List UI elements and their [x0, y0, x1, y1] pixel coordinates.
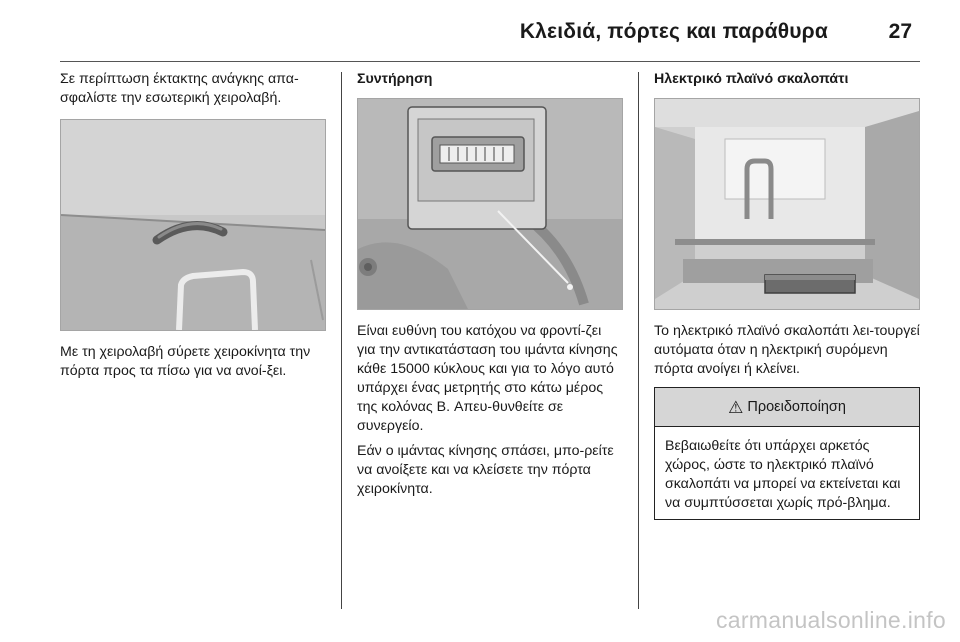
column-emergency [60, 70, 326, 387]
column-maintenance [357, 70, 623, 505]
column-side-step [654, 70, 920, 520]
chapter-title: Κλειδιά, πόρτες και παράθυρα [519, 20, 828, 43]
watermark: carmanualsonline.info [715, 607, 946, 633]
column-divider-2 [638, 72, 639, 609]
warning-box [654, 387, 920, 520]
warning-triangle-icon: ⚠ [728, 397, 744, 417]
side-step-heading: Ηλεκτρικό πλαϊνό σκαλοπάτι [654, 71, 849, 87]
manual-open-text: Με τη χειρολαβή σύρετε χειροκίνητα την πόρτα προς τα πίσω για να ανοί-ξει. [60, 344, 311, 379]
column-divider-1 [341, 72, 342, 609]
page-number: 27 [888, 20, 912, 43]
page-header [60, 14, 920, 62]
side-step-image [654, 98, 920, 310]
side-step-text: Το ηλεκτρικό πλαϊνό σκαλοπάτι λει-τουργεί αυτόματα όταν η ηλεκτρική συρόμενη πόρτα ανοίγει ή κλείνει. [654, 323, 920, 377]
warning-title: Προειδοποίηση [747, 398, 846, 415]
warning-text: Βεβαιωθείτε ότι υπάρχει αρκετός χώρος, ώστε το ηλεκτρικό πλαϊνό σκαλοπάτι να μπορεί να εκτείνεται και να συμπτύσσεται χωρίς πρό-βλημα. [665, 438, 901, 511]
maintenance-text: Είναι ευθύνη του κατόχου να φροντί-ζει για την αντικατάσταση του ιμάντα κίνησης κάθε 15000 κύκλους και για το λόγο αυτό υπάρχει ένας μετρητής στο κάτω μέρος της κολόνας B. Απευ-θυνθείτε σε συνεργείο. [357, 323, 618, 434]
door-handle-image [60, 119, 326, 331]
emergency-text: Σε περίπτωση έκτακτης ανάγκης απα-σφαλίστε την εσωτερική χειρολαβή. [60, 71, 299, 106]
maintenance-heading: Συντήρηση [357, 71, 433, 87]
warning-header [655, 388, 919, 427]
belt-broken-text: Εάν ο ιμάντας κίνησης σπάσει, μπο-ρείτε να ανοίξετε και να κλείσετε την πόρτα χειροκίνητα. [357, 443, 614, 497]
belt-counter-image [357, 98, 623, 310]
header-rule [60, 61, 920, 62]
